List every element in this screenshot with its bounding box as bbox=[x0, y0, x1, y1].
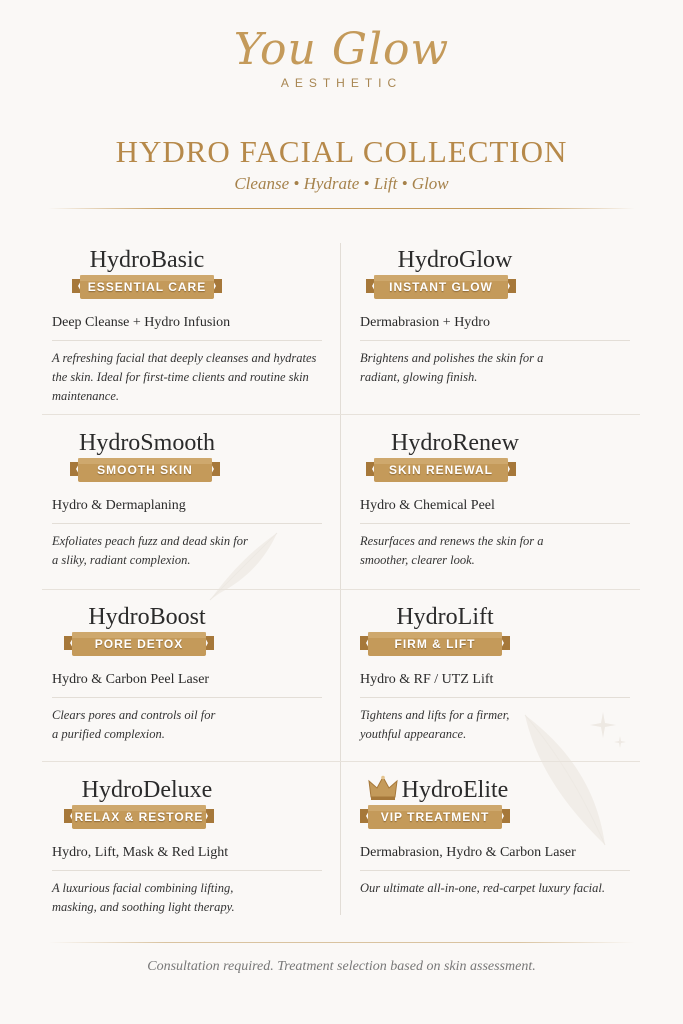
treatment-method: Hydro & Dermaplaning bbox=[52, 498, 186, 513]
brand-subtitle: AESTHETIC bbox=[280, 76, 403, 90]
row-divider bbox=[42, 414, 640, 415]
treatment-badge: FIRM & LIFT bbox=[360, 630, 510, 660]
treatment-name: HydroBasic bbox=[89, 247, 205, 273]
treatment-name: HydroRenew bbox=[391, 430, 519, 456]
treatment-description: Tightens and lifts for a firmer, youthful appearance. bbox=[360, 708, 510, 741]
footer-divider bbox=[48, 942, 635, 943]
card-divider bbox=[52, 697, 322, 698]
treatment-description: Exfoliates peach fuzz and dead skin for a sliky, radiant complexion. bbox=[52, 534, 248, 567]
row-divider bbox=[42, 589, 640, 590]
treatment-description: Brightens and polishes the skin for a radiant, glowing finish. bbox=[360, 351, 544, 384]
treatment-badge: SKIN RENEWAL bbox=[366, 456, 516, 486]
treatment-method: Hydro, Lift, Mask & Red Light bbox=[52, 845, 229, 860]
treatment-badge: VIP TREATMENT bbox=[360, 803, 510, 833]
row-divider bbox=[42, 761, 640, 762]
treatment-method: Dermabrasion, Hydro & Carbon Laser bbox=[360, 845, 576, 860]
treatment-name: HydroGlow bbox=[397, 247, 513, 273]
treatment-method: Hydro & Carbon Peel Laser bbox=[52, 672, 210, 687]
treatment-name: HydroLift bbox=[396, 604, 494, 630]
footer-note: Consultation required. Treatment selection based on skin assessment. bbox=[147, 959, 536, 974]
brand-name: You Glow bbox=[233, 24, 450, 75]
tagline: Cleanse • Hydrate • Lift • Glow bbox=[234, 174, 449, 193]
column-divider bbox=[340, 243, 341, 915]
page-title: HYDRO FACIAL COLLECTION bbox=[115, 134, 568, 169]
card-divider bbox=[360, 870, 630, 871]
treatment-description: Clears pores and controls oil for a purified complexion. bbox=[52, 708, 216, 741]
card-divider bbox=[52, 870, 322, 871]
treatment-badge: RELAX & RESTORE bbox=[64, 803, 214, 833]
treatment-description: Resurfaces and renews the skin for a smoother, clearer look. bbox=[360, 534, 544, 567]
treatment-method: Dermabrasion + Hydro bbox=[360, 315, 490, 330]
treatment-badge: SMOOTH SKIN bbox=[70, 456, 220, 486]
treatment-grid bbox=[42, 243, 640, 915]
treatment-name: HydroBoost bbox=[88, 604, 206, 630]
treatment-method: Deep Cleanse + Hydro Infusion bbox=[52, 315, 231, 330]
header-divider bbox=[48, 208, 635, 209]
treatment-name: HydroElite bbox=[401, 777, 509, 803]
treatment-description: A refreshing facial that deeply cleanses and hydrates the skin. Ideal for first-time clients and routine skin maintenance. bbox=[52, 351, 317, 403]
treatment-badge: PORE DETOX bbox=[64, 630, 214, 660]
card-divider bbox=[52, 340, 322, 341]
brand-logo bbox=[0, 22, 683, 90]
treatment-badge: INSTANT GLOW bbox=[366, 273, 516, 303]
card-divider bbox=[360, 697, 630, 698]
treatment-method: Hydro & RF / UTZ Lift bbox=[360, 672, 494, 687]
treatment-method: Hydro & Chemical Peel bbox=[360, 498, 495, 513]
treatment-name: HydroDeluxe bbox=[81, 777, 213, 803]
card-divider bbox=[52, 523, 322, 524]
card-divider bbox=[360, 340, 630, 341]
treatment-description: Our ultimate all-in-one, red-carpet luxury facial. bbox=[360, 881, 605, 895]
treatment-badge: ESSENTIAL CARE bbox=[72, 273, 222, 303]
treatment-description: A luxurious facial combining lifting, masking, and soothing light therapy. bbox=[52, 881, 235, 914]
treatment-name: HydroSmooth bbox=[78, 430, 215, 456]
card-divider bbox=[360, 523, 630, 524]
